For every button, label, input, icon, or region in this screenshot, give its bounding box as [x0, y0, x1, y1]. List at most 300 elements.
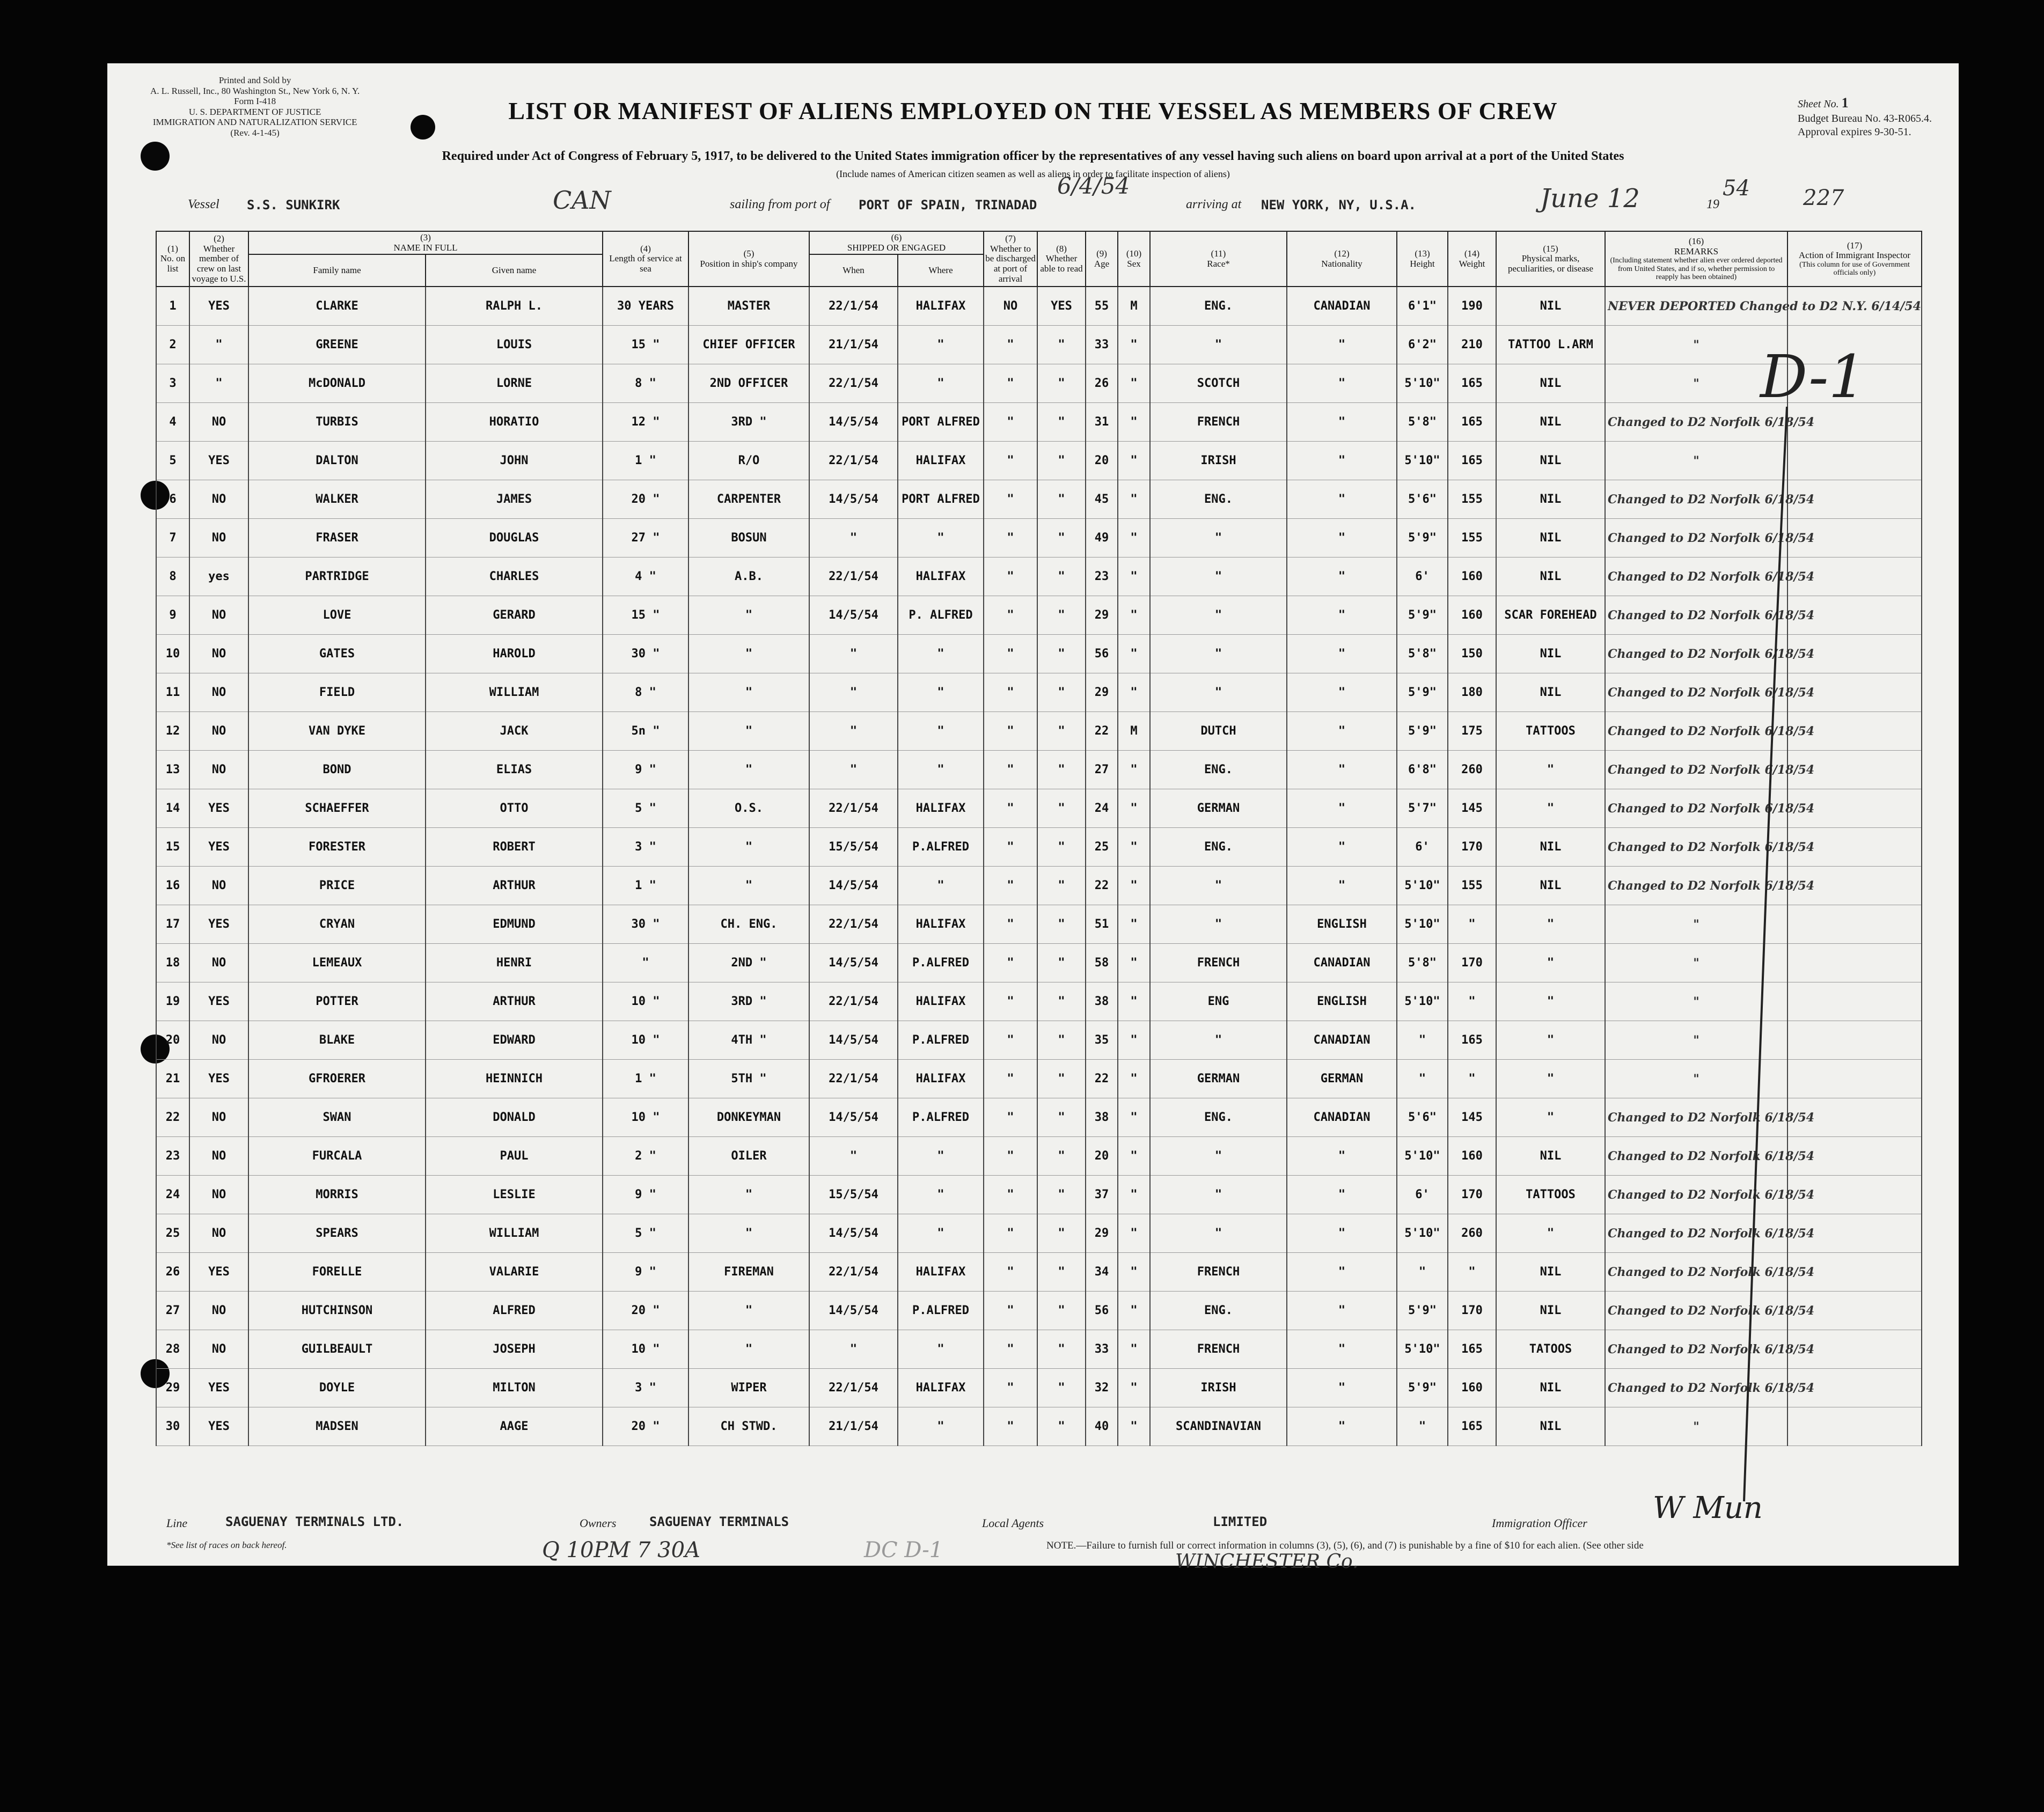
cell-read: ": [1037, 1098, 1086, 1137]
cell-nationality: ": [1287, 751, 1397, 789]
cell-family-name: FIELD: [248, 673, 426, 712]
cell-marks: ": [1496, 982, 1605, 1021]
cell-weight: 170: [1448, 828, 1496, 867]
table-row: [156, 982, 1922, 1021]
cell-read: ": [1037, 403, 1086, 442]
cell-list-no: 10: [156, 635, 189, 673]
table-row: [156, 828, 1922, 867]
header-service: [603, 231, 688, 287]
cell-sex: ": [1118, 519, 1150, 557]
header-remarks: [1605, 231, 1787, 287]
printer-line: Printed and Sold by: [218, 75, 291, 85]
cell-height: 5'10": [1397, 364, 1448, 403]
cell-age: 25: [1086, 828, 1118, 867]
cell-last-voyage: YES: [189, 982, 248, 1021]
cell-height: 6': [1397, 557, 1448, 596]
cell-list-no: 20: [156, 1021, 189, 1060]
cell-shipped-where: HALIFAX: [898, 905, 984, 944]
cell-weight: 155: [1448, 480, 1496, 519]
table-row: [156, 1021, 1922, 1060]
cell-age: 22: [1086, 712, 1118, 751]
cell-shipped-when: 22/1/54: [809, 1253, 898, 1292]
cell-last-voyage: NO: [189, 751, 248, 789]
cell-read: ": [1037, 596, 1086, 635]
cell-list-no: 24: [156, 1176, 189, 1214]
cell-shipped-where: ": [898, 326, 984, 364]
col-title: Sex: [1127, 258, 1141, 269]
cell-read: ": [1037, 789, 1086, 828]
cell-shipped-when: 21/1/54: [809, 1407, 898, 1446]
cell-marks: NIL: [1496, 1253, 1605, 1292]
cell-weight: ": [1448, 905, 1496, 944]
cell-race: ": [1150, 1021, 1287, 1060]
cell-given-name: ARTHUR: [426, 982, 603, 1021]
cell-height: 5'10": [1397, 1214, 1448, 1253]
cell-position: BOSUN: [688, 519, 809, 557]
cell-height: ": [1397, 1060, 1448, 1098]
cell-given-name: ROBERT: [426, 828, 603, 867]
cell-list-no: 8: [156, 557, 189, 596]
cell-sex: ": [1118, 1253, 1150, 1292]
cell-discharge: ": [984, 1214, 1037, 1253]
cell-height: 5'9": [1397, 712, 1448, 751]
cell-read: ": [1037, 1330, 1086, 1369]
cell-race: FRENCH: [1150, 1330, 1287, 1369]
cell-sex: ": [1118, 326, 1150, 364]
agents-value: LIMITED: [1213, 1514, 1268, 1529]
cell-weight: ": [1448, 982, 1496, 1021]
col-title: Weight: [1459, 258, 1485, 269]
cell-race: ": [1150, 867, 1287, 905]
cell-marks: TATTOO L.ARM: [1496, 326, 1605, 364]
cell-weight: 260: [1448, 751, 1496, 789]
cell-shipped-where: P.ALFRED: [898, 828, 984, 867]
cell-list-no: 3: [156, 364, 189, 403]
header-list-no: [156, 231, 189, 287]
cell-shipped-when: 22/1/54: [809, 905, 898, 944]
cell-given-name: OTTO: [426, 789, 603, 828]
cell-shipped-where: P.ALFRED: [898, 944, 984, 982]
table-row: [156, 712, 1922, 751]
col-number: (17): [1847, 240, 1863, 251]
cell-service: 30 ": [603, 905, 688, 944]
cell-sex: ": [1118, 944, 1150, 982]
cell-given-name: JACK: [426, 712, 603, 751]
cell-family-name: LEMEAUX: [248, 944, 426, 982]
cell-remarks: ": [1605, 364, 1787, 403]
cell-shipped-when: 14/5/54: [809, 480, 898, 519]
cell-shipped-where: ": [898, 867, 984, 905]
cell-shipped-where: HALIFAX: [898, 1060, 984, 1098]
cell-service: 20 ": [603, 1407, 688, 1446]
cell-shipped-when: ": [809, 1330, 898, 1369]
table-row: [156, 751, 1922, 789]
cell-marks: NIL: [1496, 1292, 1605, 1330]
cell-marks: ": [1496, 1021, 1605, 1060]
table-row: [156, 1060, 1922, 1098]
cell-race: SCANDINAVIAN: [1150, 1407, 1287, 1446]
cell-given-name: HORATIO: [426, 403, 603, 442]
cell-service: 10 ": [603, 1330, 688, 1369]
cell-remarks: Changed to D2 Norfolk 6/18/54: [1605, 1330, 1787, 1369]
cell-sex: ": [1118, 1292, 1150, 1330]
cell-remarks: Changed to D2 Norfolk 6/18/54: [1605, 673, 1787, 712]
col-title: Whether to be discharged at port of arrival: [985, 243, 1036, 284]
cell-nationality: ": [1287, 1253, 1397, 1292]
col-note: (Including statement whether alien ever ordered deported from United States, and if so, whether permission to reapply has been obtained): [1610, 256, 1783, 282]
cell-last-voyage: NO: [189, 403, 248, 442]
cell-shipped-when: 22/1/54: [809, 287, 898, 326]
cell-sex: ": [1118, 1214, 1150, 1253]
cell-position: CH STWD.: [688, 1407, 809, 1446]
col-title: Whether member of crew on last voyage to U.S.: [192, 243, 246, 284]
cell-read: ": [1037, 867, 1086, 905]
cell-given-name: PAUL: [426, 1137, 603, 1176]
cell-position: R/O: [688, 442, 809, 480]
arriving-label: arriving at: [1186, 197, 1242, 211]
cell-action: [1787, 1407, 1922, 1446]
cell-list-no: 5: [156, 442, 189, 480]
cell-shipped-when: ": [809, 635, 898, 673]
cell-nationality: ": [1287, 1407, 1397, 1446]
cell-last-voyage: YES: [189, 1060, 248, 1098]
table-row: [156, 1292, 1922, 1330]
printer-line: (Rev. 4-1-45): [230, 127, 280, 138]
cell-race: ENG.: [1150, 287, 1287, 326]
cell-shipped-where: P.ALFRED: [898, 1098, 984, 1137]
cell-race: ": [1150, 519, 1287, 557]
cell-height: 6'8": [1397, 751, 1448, 789]
col-title: Whether able to read: [1040, 253, 1083, 274]
cell-nationality: ": [1287, 712, 1397, 751]
cell-marks: NIL: [1496, 673, 1605, 712]
cell-read: ": [1037, 557, 1086, 596]
cell-family-name: TURBIS: [248, 403, 426, 442]
cell-read: YES: [1037, 287, 1086, 326]
cell-last-voyage: YES: [189, 905, 248, 944]
cell-list-no: 9: [156, 596, 189, 635]
cell-nationality: ENGLISH: [1287, 905, 1397, 944]
cell-height: 5'8": [1397, 635, 1448, 673]
sheet-number: 1: [1841, 95, 1849, 111]
col-number: (16): [1688, 236, 1704, 246]
cell-sex: ": [1118, 1098, 1150, 1137]
cell-marks: NIL: [1496, 403, 1605, 442]
cell-shipped-where: ": [898, 712, 984, 751]
cell-marks: ": [1496, 1214, 1605, 1253]
cell-race: ": [1150, 557, 1287, 596]
cell-position: O.S.: [688, 789, 809, 828]
cell-marks: TATTOOS: [1496, 712, 1605, 751]
vessel-flag-handwritten: CAN: [553, 186, 611, 215]
cell-service: 10 ": [603, 982, 688, 1021]
year-label: 19: [1706, 197, 1719, 211]
cell-remarks: ": [1605, 1021, 1787, 1060]
cell-position: ": [688, 1176, 809, 1214]
cell-list-no: 15: [156, 828, 189, 867]
table-row: [156, 442, 1922, 480]
col-number: (3): [420, 232, 431, 243]
cell-race: IRISH: [1150, 1369, 1287, 1407]
cell-shipped-when: 22/1/54: [809, 1060, 898, 1098]
cell-position: 3RD ": [688, 403, 809, 442]
cell-list-no: 6: [156, 480, 189, 519]
table-row: [156, 480, 1922, 519]
table-row: [156, 1330, 1922, 1369]
cell-list-no: 11: [156, 673, 189, 712]
cell-discharge: ": [984, 1253, 1037, 1292]
cell-family-name: SCHAEFFER: [248, 789, 426, 828]
cell-given-name: LOUIS: [426, 326, 603, 364]
cell-age: 31: [1086, 403, 1118, 442]
cell-shipped-where: ": [898, 519, 984, 557]
cell-marks: NIL: [1496, 635, 1605, 673]
cell-family-name: WALKER: [248, 480, 426, 519]
table-row: [156, 403, 1922, 442]
cell-remarks: Changed to D2 Norfolk 6/18/54: [1605, 751, 1787, 789]
cell-shipped-when: 14/5/54: [809, 403, 898, 442]
col-number: (12): [1334, 248, 1350, 259]
cell-read: ": [1037, 442, 1086, 480]
cell-family-name: FURCALA: [248, 1137, 426, 1176]
cell-age: 27: [1086, 751, 1118, 789]
cell-list-no: 12: [156, 712, 189, 751]
cell-service: 20 ": [603, 1292, 688, 1330]
cell-remarks: Changed to D2 Norfolk 6/18/54: [1605, 828, 1787, 867]
cell-race: ": [1150, 1214, 1287, 1253]
cell-list-no: 30: [156, 1407, 189, 1446]
cell-family-name: CRYAN: [248, 905, 426, 944]
cell-sex: ": [1118, 789, 1150, 828]
cell-last-voyage: YES: [189, 789, 248, 828]
cell-service: 3 ": [603, 828, 688, 867]
cell-last-voyage: NO: [189, 519, 248, 557]
cell-shipped-when: ": [809, 1137, 898, 1176]
cell-nationality: ": [1287, 557, 1397, 596]
cell-sex: ": [1118, 1060, 1150, 1098]
cell-weight: 160: [1448, 1369, 1496, 1407]
header-weight: [1448, 231, 1496, 287]
footer-handwritten-2: DC D-1: [864, 1538, 943, 1562]
cell-read: ": [1037, 326, 1086, 364]
header-when: When: [809, 254, 898, 287]
col-title: Nationality: [1321, 258, 1362, 269]
cell-service: 10 ": [603, 1098, 688, 1137]
arrival-date-handwritten: June 12: [1540, 184, 1640, 214]
cell-sex: ": [1118, 635, 1150, 673]
cell-nationality: ": [1287, 635, 1397, 673]
cell-service: 4 ": [603, 557, 688, 596]
cell-last-voyage: NO: [189, 867, 248, 905]
cell-shipped-where: ": [898, 1330, 984, 1369]
cell-weight: 210: [1448, 326, 1496, 364]
cell-height: 6'1": [1397, 287, 1448, 326]
cell-shipped-when: 22/1/54: [809, 789, 898, 828]
cell-given-name: HENRI: [426, 944, 603, 982]
races-note: *See list of races on back hereof.: [166, 1540, 287, 1550]
cell-weight: ": [1448, 1060, 1496, 1098]
cell-discharge: ": [984, 1137, 1037, 1176]
cell-nationality: CANADIAN: [1287, 1021, 1397, 1060]
cell-age: 32: [1086, 1369, 1118, 1407]
cell-shipped-where: HALIFAX: [898, 789, 984, 828]
header-height: [1397, 231, 1448, 287]
cell-nationality: ": [1287, 442, 1397, 480]
cell-last-voyage: NO: [189, 1292, 248, 1330]
cell-weight: 170: [1448, 1176, 1496, 1214]
cell-race: DUTCH: [1150, 712, 1287, 751]
cell-race: ": [1150, 596, 1287, 635]
cell-remarks: Changed to D2 Norfolk 6/18/54: [1605, 789, 1787, 828]
cell-last-voyage: NO: [189, 712, 248, 751]
cell-remarks: ": [1605, 326, 1787, 364]
cell-shipped-when: 22/1/54: [809, 442, 898, 480]
cell-read: ": [1037, 519, 1086, 557]
departure-date-handwritten: 6/4/54: [1057, 173, 1130, 199]
cell-age: 22: [1086, 867, 1118, 905]
table-row: [156, 557, 1922, 596]
cell-discharge: ": [984, 364, 1037, 403]
cell-action: [1787, 1060, 1922, 1098]
cell-read: ": [1037, 1369, 1086, 1407]
cell-position: ": [688, 867, 809, 905]
cell-weight: 170: [1448, 1292, 1496, 1330]
cell-height: 5'10": [1397, 1330, 1448, 1369]
cell-nationality: ": [1287, 1176, 1397, 1214]
cell-given-name: EDWARD: [426, 1021, 603, 1060]
cell-sex: ": [1118, 751, 1150, 789]
cell-service: 9 ": [603, 751, 688, 789]
cell-position: A.B.: [688, 557, 809, 596]
cell-marks: NIL: [1496, 867, 1605, 905]
cell-position: ": [688, 1330, 809, 1369]
cell-remarks: Changed to D2 Norfolk 6/18/54: [1605, 1292, 1787, 1330]
cell-last-voyage: NO: [189, 1098, 248, 1137]
cell-age: 20: [1086, 1137, 1118, 1176]
col-number: (1): [167, 243, 178, 254]
cell-marks: ": [1496, 905, 1605, 944]
cell-weight: 165: [1448, 1330, 1496, 1369]
crew-rows: [156, 287, 1922, 1446]
cell-discharge: ": [984, 1369, 1037, 1407]
cell-given-name: ELIAS: [426, 751, 603, 789]
table-row: [156, 519, 1922, 557]
cell-service: 30 ": [603, 635, 688, 673]
cell-position: 2ND ": [688, 944, 809, 982]
cell-nationality: ": [1287, 1214, 1397, 1253]
cell-given-name: VALARIE: [426, 1253, 603, 1292]
cell-weight: 160: [1448, 1137, 1496, 1176]
cell-race: ": [1150, 326, 1287, 364]
cell-service: 3 ": [603, 1369, 688, 1407]
cell-family-name: BOND: [248, 751, 426, 789]
cell-list-no: 4: [156, 403, 189, 442]
year-handwritten: 54: [1723, 176, 1750, 201]
cell-service: ": [603, 944, 688, 982]
cell-shipped-where: HALIFAX: [898, 287, 984, 326]
cell-age: 37: [1086, 1176, 1118, 1214]
cell-list-no: 21: [156, 1060, 189, 1098]
cell-race: ENG.: [1150, 1098, 1287, 1137]
cell-nationality: ": [1287, 828, 1397, 867]
cell-service: 2 ": [603, 1137, 688, 1176]
col-number: (7): [1005, 233, 1016, 244]
cell-race: ENG.: [1150, 480, 1287, 519]
header-last-voyage: [189, 231, 248, 287]
cell-shipped-where: PORT ALFRED: [898, 403, 984, 442]
cell-age: 29: [1086, 596, 1118, 635]
cell-given-name: DONALD: [426, 1098, 603, 1137]
col-number: (9): [1096, 248, 1107, 259]
cell-family-name: HUTCHINSON: [248, 1292, 426, 1330]
cell-age: 20: [1086, 442, 1118, 480]
owners-value: SAGUENAY TERMINALS: [649, 1514, 789, 1529]
cell-given-name: CHARLES: [426, 557, 603, 596]
cell-weight: 145: [1448, 1098, 1496, 1137]
cell-last-voyage: NO: [189, 1137, 248, 1176]
cell-shipped-when: 14/5/54: [809, 867, 898, 905]
cell-action: [1787, 442, 1922, 480]
cell-list-no: 16: [156, 867, 189, 905]
cell-sex: ": [1118, 1369, 1150, 1407]
cell-family-name: POTTER: [248, 982, 426, 1021]
cell-age: 22: [1086, 1060, 1118, 1098]
cell-race: ": [1150, 635, 1287, 673]
cell-marks: ": [1496, 751, 1605, 789]
cell-position: ": [688, 673, 809, 712]
cell-weight: 170: [1448, 944, 1496, 982]
header-discharge: [984, 231, 1037, 287]
cell-sex: M: [1118, 712, 1150, 751]
cell-read: ": [1037, 480, 1086, 519]
cell-remarks: ": [1605, 982, 1787, 1021]
cell-nationality: ": [1287, 480, 1397, 519]
cell-height: ": [1397, 1407, 1448, 1446]
cell-last-voyage: YES: [189, 828, 248, 867]
cell-nationality: ": [1287, 867, 1397, 905]
cell-position: WIPER: [688, 1369, 809, 1407]
printer-line: IMMIGRATION AND NATURALIZATION SERVICE: [152, 117, 357, 128]
cell-read: ": [1037, 751, 1086, 789]
header-read: [1037, 231, 1086, 287]
cell-list-no: 2: [156, 326, 189, 364]
cell-last-voyage: YES: [189, 1369, 248, 1407]
cell-age: 38: [1086, 1098, 1118, 1137]
cell-weight: ": [1448, 1253, 1496, 1292]
cell-height: 5'9": [1397, 519, 1448, 557]
cell-list-no: 13: [156, 751, 189, 789]
cell-read: ": [1037, 712, 1086, 751]
col-title: Height: [1410, 258, 1435, 269]
cell-discharge: ": [984, 596, 1037, 635]
cell-given-name: LORNE: [426, 364, 603, 403]
cell-discharge: ": [984, 905, 1037, 944]
col-number: (4): [640, 243, 651, 254]
cell-discharge: ": [984, 1292, 1037, 1330]
sheet-label: Sheet No.: [1798, 98, 1839, 110]
cell-shipped-where: ": [898, 1176, 984, 1214]
cell-nationality: ": [1287, 364, 1397, 403]
cell-remarks: Changed to D2 Norfolk 6/18/54: [1605, 1214, 1787, 1253]
header-marks: [1496, 231, 1605, 287]
cell-remarks: Changed to D2 Norfolk 6/18/54: [1605, 1369, 1787, 1407]
cell-height: 5'6": [1397, 1098, 1448, 1137]
inspector-bracket-line: [1739, 407, 1803, 1507]
cell-race: ENG.: [1150, 751, 1287, 789]
cell-family-name: BLAKE: [248, 1021, 426, 1060]
cell-given-name: RALPH L.: [426, 287, 603, 326]
manifest-sheet: [107, 63, 1959, 1573]
